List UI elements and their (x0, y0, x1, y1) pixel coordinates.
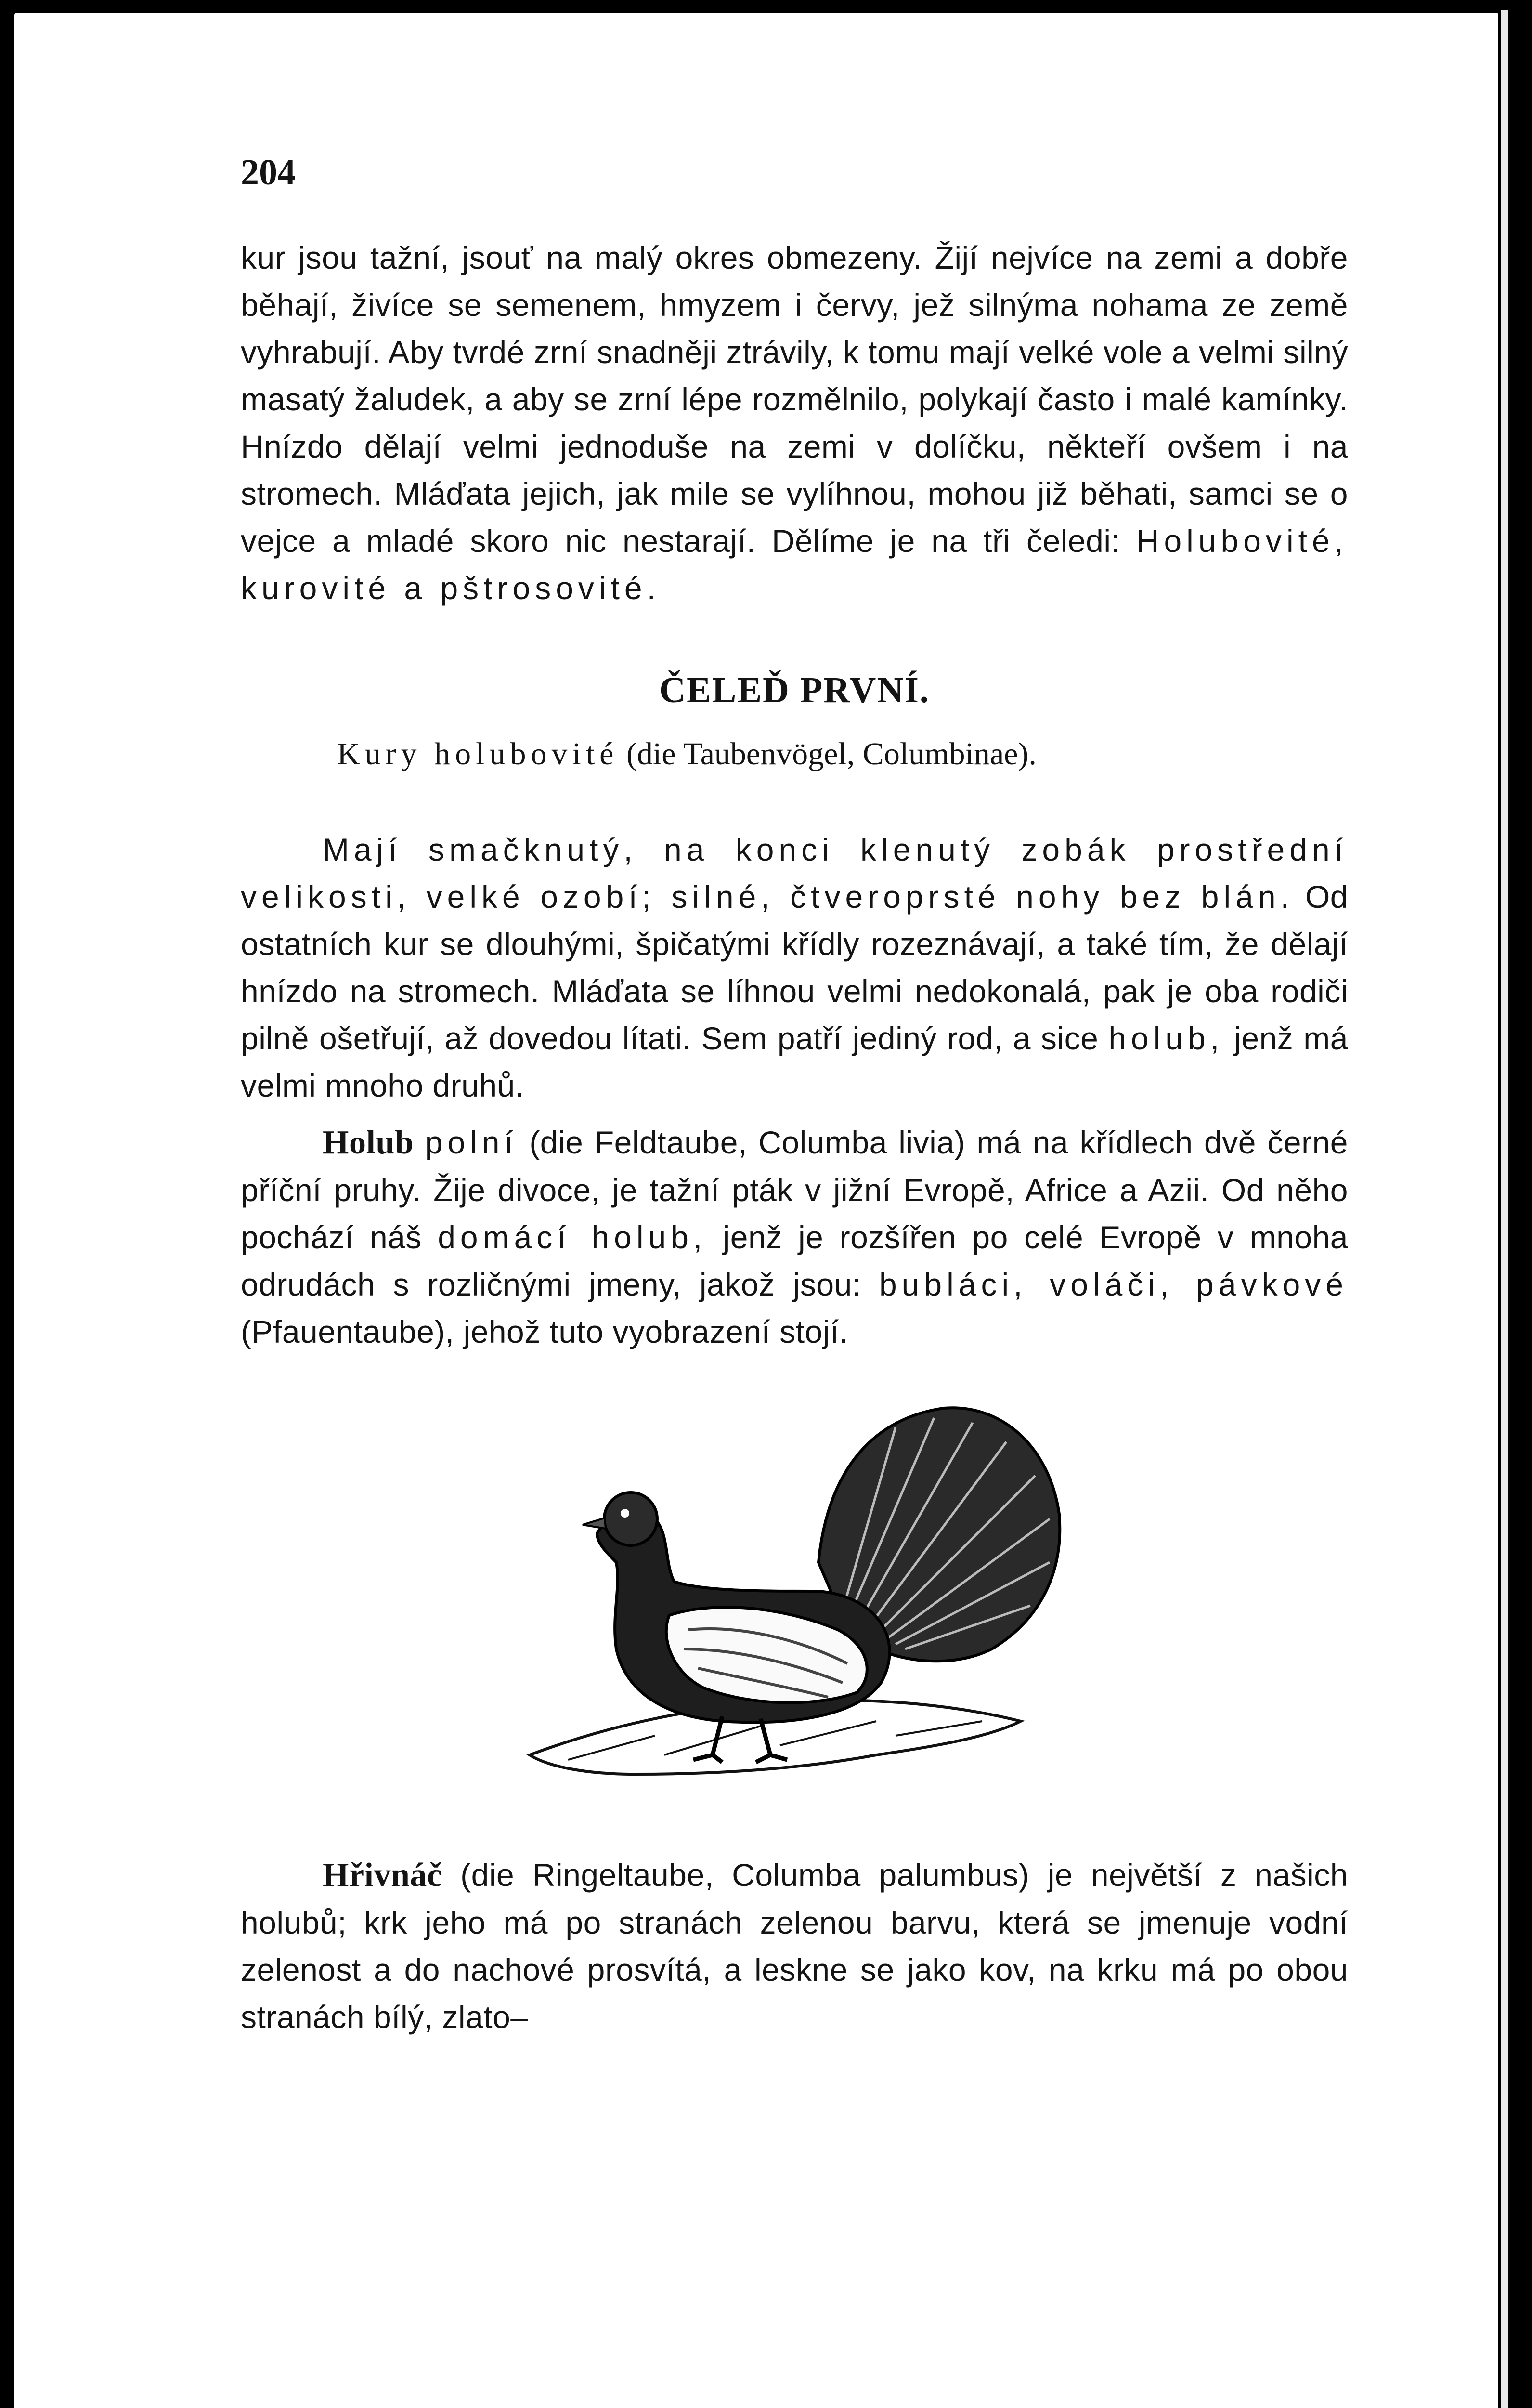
page-edge (1501, 10, 1508, 2408)
pigeon-head (604, 1492, 657, 1545)
breed-names: bubláci, voláči, pávkové (879, 1267, 1348, 1302)
family-description (241, 826, 1348, 1109)
rock-pigeon-text: (die Feldtaube, Columba livia) má na křídlech dvě černé příční pruhy. Žije divoce, je tažní pták v jižní Evropě, Africe a Azii. Od něho pochází náš (241, 1125, 1348, 1255)
pigeon-beak (583, 1518, 606, 1529)
section-subtitle (241, 731, 1348, 778)
pigeon-engraving (510, 1389, 1088, 1822)
intro-text: kur jsou tažní, jsouť na malý okres obmezeny. Žijí nejvíce na zemi a dobře běhají, živíce se semenem, hmyzem i červy, jež silnýma nohama ze země vyhrabují. Aby tvrdé zrní snadněji ztrávily, k tomu mají velké vole a velmi silný masatý žaludek, a aby se zrní lépe rozmělnilo, polykají často i malé kamínky. Hnízdo dělají velmi jednoduše na zemi v dolíčku, někteří ovšem i na stromech. Mláďata jejich, jak mile se vylíhnou, mohou již běhati, samci se o vejce a mladé skoro nic nestarají. Dělíme je na tři čeledi: (241, 240, 1348, 559)
wood-pigeon-text: (die Ringeltaube, Columba palumbus) je největší z našich holubů; krk jeho má po stranách zelenou barvu, která se jmenuje vodní zelenost a do nachové prosvítá, a leskne se jako kov, na krku má po obou stranách bílý, zlato– (241, 1857, 1348, 2035)
family-description-end: jenž má velmi mnoho druhů. (241, 1021, 1348, 1103)
section-subtitle-rest: (die Taubenvögel, Columbinae). (626, 736, 1037, 772)
domestic-pigeon-term: domácí holub, (438, 1219, 707, 1255)
fantail-pigeon-illustration (241, 1389, 1348, 1822)
intro-families: Holubovité, kurovité a pštrosovité. (241, 523, 1348, 606)
page-text (241, 154, 1348, 2041)
pigeon-eye (621, 1509, 629, 1518)
rock-pigeon-paragraph (241, 1119, 1348, 1355)
genus-name: holub, (1108, 1021, 1224, 1056)
section-heading: ČELEĎ PRVNÍ. (659, 670, 930, 710)
domestic-pigeon-text: jenž je rozšířen po celé Evropě v mnoha odrudách s rozličnými jmeny, jakož jsou: (241, 1219, 1348, 1302)
wood-pigeon-paragraph (241, 1851, 1348, 2041)
family-description-text: Od ostatních kur se dlouhými, špičatými křídly rozeznávají, a také tím, že dělají hnízdo na stromech. Mláďata se líhnou velmi nedokonalá, pak je oba rodiči pilně ošetřují, až dovedou lítati. Sem patří jediný rod, a sice (241, 879, 1348, 1056)
page-number: 204 (241, 152, 296, 193)
fantail-text: (Pfauentaube), jehož tuto vyobrazení stojí. (241, 1314, 848, 1349)
section-subtitle-lead: Kury holubovité (337, 736, 619, 772)
rock-pigeon-spaced: polní (425, 1125, 518, 1160)
family-description-spaced: Mají smačknutý, na konci klenutý zobák prostřední velikosti, velké ozobí; silné, čtveroprsté nohy bez blán. (241, 832, 1348, 915)
wood-pigeon-term: Hřivnáč (323, 1857, 442, 1894)
rock-pigeon-term: Holub (323, 1124, 414, 1161)
intro-paragraph (241, 234, 1348, 612)
